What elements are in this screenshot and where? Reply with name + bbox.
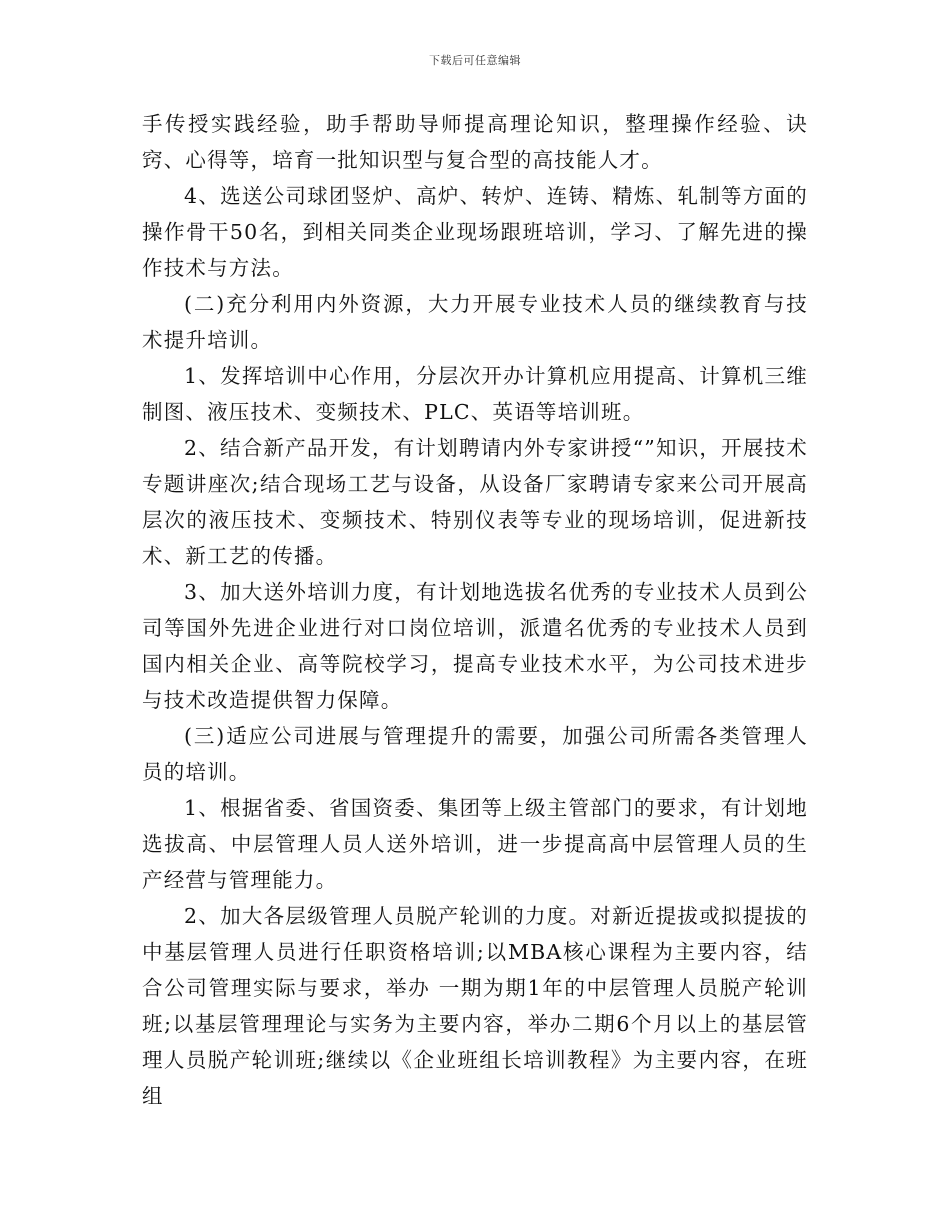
- paragraph-item-3-external-training: 3、加大送外培训力度，有计划地选拔名优秀的专业技术人员到公司等国外先进企业进行对口岗位培训，派遣名优秀的专业技术人员到国内相关企业、高等院校学习，提高专业技术水平，为公司技术进步与技术改造提供智力保障。: [142, 580, 808, 712]
- section-heading-3: (三)适应公司进展与管理提升的需要，加强公司所需各类管理人员的培训。: [142, 724, 808, 784]
- paragraph-item-2-management-rotation: 2、加大各层级管理人员脱产轮训的力度。对新近提拔或拟提拔的中基层管理人员进行任职资格培训;以MBA核心课程为主要内容，结合公司管理实际与要求，举办 一期为期1年的中层管理人员脱产轮训班;以基层管理理论与实务为主要内容，举办二期6个月以上的基层管理人员脱产轮训班;继续以《企业班组长培训教程》为主要内容，在班组: [142, 904, 808, 1108]
- paragraph-continuation: 手传授实践经验，助手帮助导师提高理论知识，整理操作经验、诀窍、心得等，培育一批知识型与复合型的高技能人才。: [142, 112, 808, 172]
- paragraph-item-1-management-selection: 1、根据省委、省国资委、集团等上级主管部门的要求，有计划地选拔高、中层管理人员人送外培训，进一步提高高中层管理人员的生产经营与管理能力。: [142, 796, 808, 892]
- paragraph-item-1-training-center: 1、发挥培训中心作用，分层次开办计算机应用提高、计算机三维制图、液压技术、变频技术、PLC、英语等培训班。: [142, 364, 808, 424]
- section-heading-2: (二)充分利用内外资源，大力开展专业技术人员的继续教育与技术提升培训。: [142, 292, 808, 352]
- page-header: 下载后可任意编辑: [429, 54, 521, 67]
- paragraph-item-4-operators: 4、选送公司球团竖炉、高炉、转炉、连铸、精炼、轧制等方面的操作骨干50名，到相关同类企业现场跟班培训，学习、了解先进的操作技术与方法。: [142, 184, 808, 280]
- document-body: [142, 106, 808, 1114]
- paragraph-item-2-experts: 2、结合新产品开发，有计划聘请内外专家讲授“”知识，开展技术专题讲座次;结合现场工艺与设备，从设备厂家聘请专家来公司开展高层次的液压技术、变频技术、特别仪表等专业的现场培训，促进新技术、新工艺的传播。: [142, 436, 808, 568]
